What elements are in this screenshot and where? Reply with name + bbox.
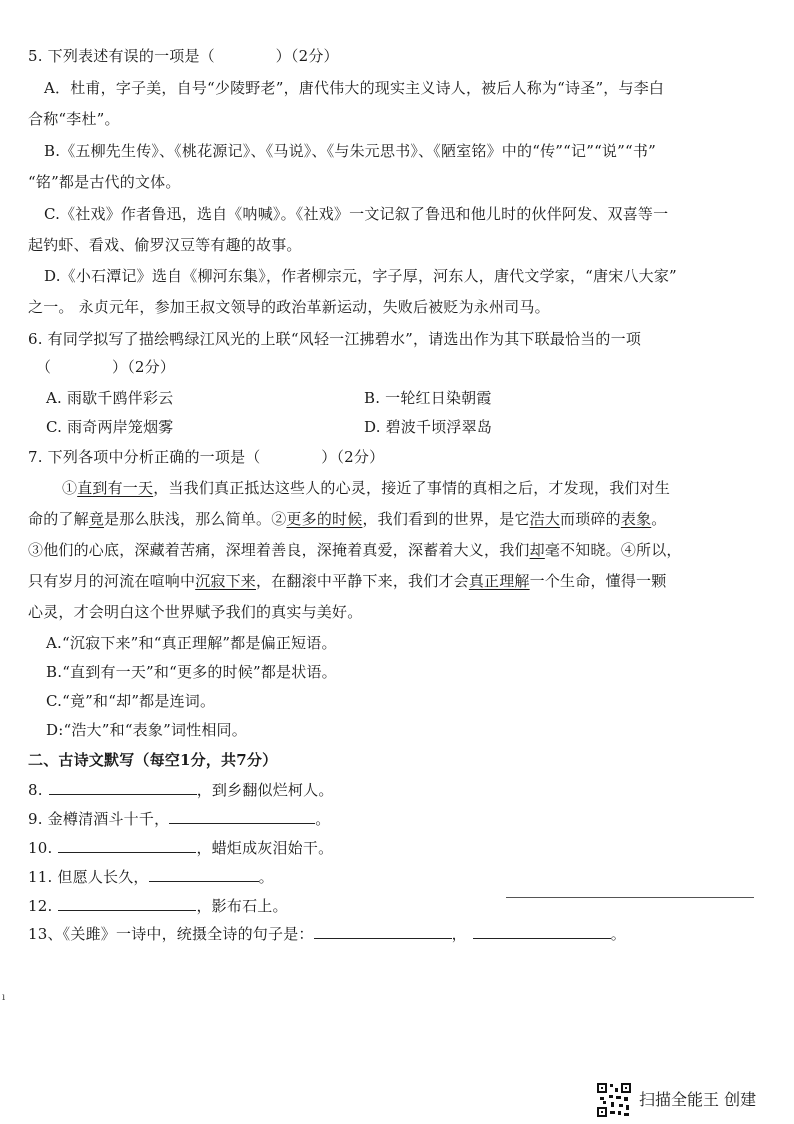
q7-option-b: B.“直到有一天”和“更多的时候”都是状语。	[46, 663, 337, 681]
q7-stem: 7. 下列各项中分析正确的一项是（ ）（2分）	[28, 448, 385, 466]
underline-zhidaoyouyitian: 直到有一天	[77, 479, 154, 497]
q5-option-d-line2: 之一。 永贞元年，参加王叔文领导的政治革新运动，失败后被贬为永州司马。	[28, 298, 550, 316]
q8-line: 8. ，到乡翻似烂柯人。	[28, 781, 334, 799]
q6-stem: 6. 有同学拟写了描绘鸭绿江风光的上联“风轻一江拂碧水”，请选出作为其下联最恰当的一项	[28, 330, 642, 348]
q6-option-b: B. 一轮红日染朝霞	[364, 389, 492, 407]
q11-blank[interactable]	[149, 866, 259, 882]
q5-option-c-line1: C.《社戏》作者鲁迅，选自《呐喊》。《社戏》一文记叙了鲁迅和他儿时的伙伴阿发、双喜等一	[44, 205, 669, 223]
q7-passage-line1: ①直到有一天，当我们真正抵达这些人的心灵，接近了事情的真相之后，才发现，我们对生	[62, 479, 671, 497]
stray-rule-line	[506, 897, 754, 898]
q7-passage-line5: 心灵，才会明白这个世界赋予我们的真实与美好。	[28, 603, 363, 621]
section2-title: 二、古诗文默写（每空1分，共7分）	[28, 751, 278, 769]
q5-option-d-line1: D.《小石潭记》选自《柳河东集》，作者柳宗元，字子厚，河东人，唐代文学家，“唐宋八大家”	[44, 267, 677, 285]
q6-option-d: D. 碧波千顷浮翠岛	[364, 418, 493, 436]
q5-option-c-line2: 起钓虾、看戏、偷罗汉豆等有趣的故事。	[28, 236, 302, 254]
q5-stem: 5. 下列表述有误的一项是（ ）（2分）	[28, 47, 339, 65]
q11-line: 11. 但愿人长久， 。	[28, 868, 274, 886]
q6-answer-paren: （ ）（2分）	[36, 358, 176, 376]
q6-option-c: C. 雨奇两岸笼烟雾	[46, 418, 174, 436]
underline-que: 却	[529, 541, 545, 559]
q5-option-a-line2: 合称“李杜”。	[28, 110, 120, 128]
q10-blank[interactable]	[58, 837, 196, 853]
q7-option-c: C.“竟”和“却”都是连词。	[46, 692, 216, 710]
underline-jing: 竟	[88, 510, 105, 528]
qr-code-icon	[597, 1083, 631, 1117]
q12-blank[interactable]	[58, 895, 196, 911]
q7-option-a: A.“沉寂下来”和“真正理解”都是偏正短语。	[46, 634, 337, 652]
underline-haoda: 浩大	[529, 510, 561, 528]
q5-option-b-line2: “铭”都是古代的文体。	[28, 173, 181, 191]
scanner-watermark: 扫描全能王 创建	[639, 1090, 757, 1109]
underline-gengduodeshihou: 更多的时候	[286, 510, 363, 528]
q5-option-b-line1: B.《五柳先生传》、《桃花源记》、《马说》、《与朱元思书》、《陋室铭》中的“传”“记”“说”“书”	[44, 142, 656, 160]
q5-option-a-line1: A．杜甫，字子美，自号“少陵野老”，唐代伟大的现实主义诗人，被后人称为“诗圣”，与李白	[44, 79, 665, 97]
q7-passage-line3: ③他们的心底，深藏着苦痛，深埋着善良，深掩着真爱，深蓄着大义，我们却毫不知晓。④所以，	[28, 541, 682, 559]
q13-line: 13、《关雎》一诗中，统摄全诗的句子是： ， 。	[28, 925, 626, 943]
underline-biaoxiang: 表象	[620, 510, 652, 528]
q7-option-d: D:“浩大”和“表象”词性相同。	[46, 721, 247, 739]
underline-zhenzhenglijie: 真正理解	[468, 572, 530, 590]
q9-blank[interactable]	[169, 808, 315, 824]
q6-option-a: A. 雨歇千鸥伴彩云	[46, 389, 174, 407]
q8-blank[interactable]	[49, 779, 197, 795]
q10-line: 10. ，蜡炬成灰泪始干。	[28, 839, 334, 857]
q7-passage-line2: 命的了解竟是那么肤浅，那么简单。②更多的时候，我们看到的世界，是它浩大而琐碎的表象。	[28, 510, 667, 528]
q13-blank-2[interactable]	[473, 923, 611, 939]
underline-chenjixialai: 沉寂下来	[195, 572, 257, 590]
q12-line: 12. ，影布石上。	[28, 897, 288, 915]
margin-mark: ı	[2, 992, 6, 1003]
q7-passage-line4: 只有岁月的河流在喧响中沉寂下来，在翻滚中平静下来，我们才会真正理解一个生命，懂得一颗	[28, 572, 667, 590]
q13-blank-1[interactable]	[314, 923, 452, 939]
q9-line: 9. 金樽清酒斗十千， 。	[28, 810, 331, 828]
